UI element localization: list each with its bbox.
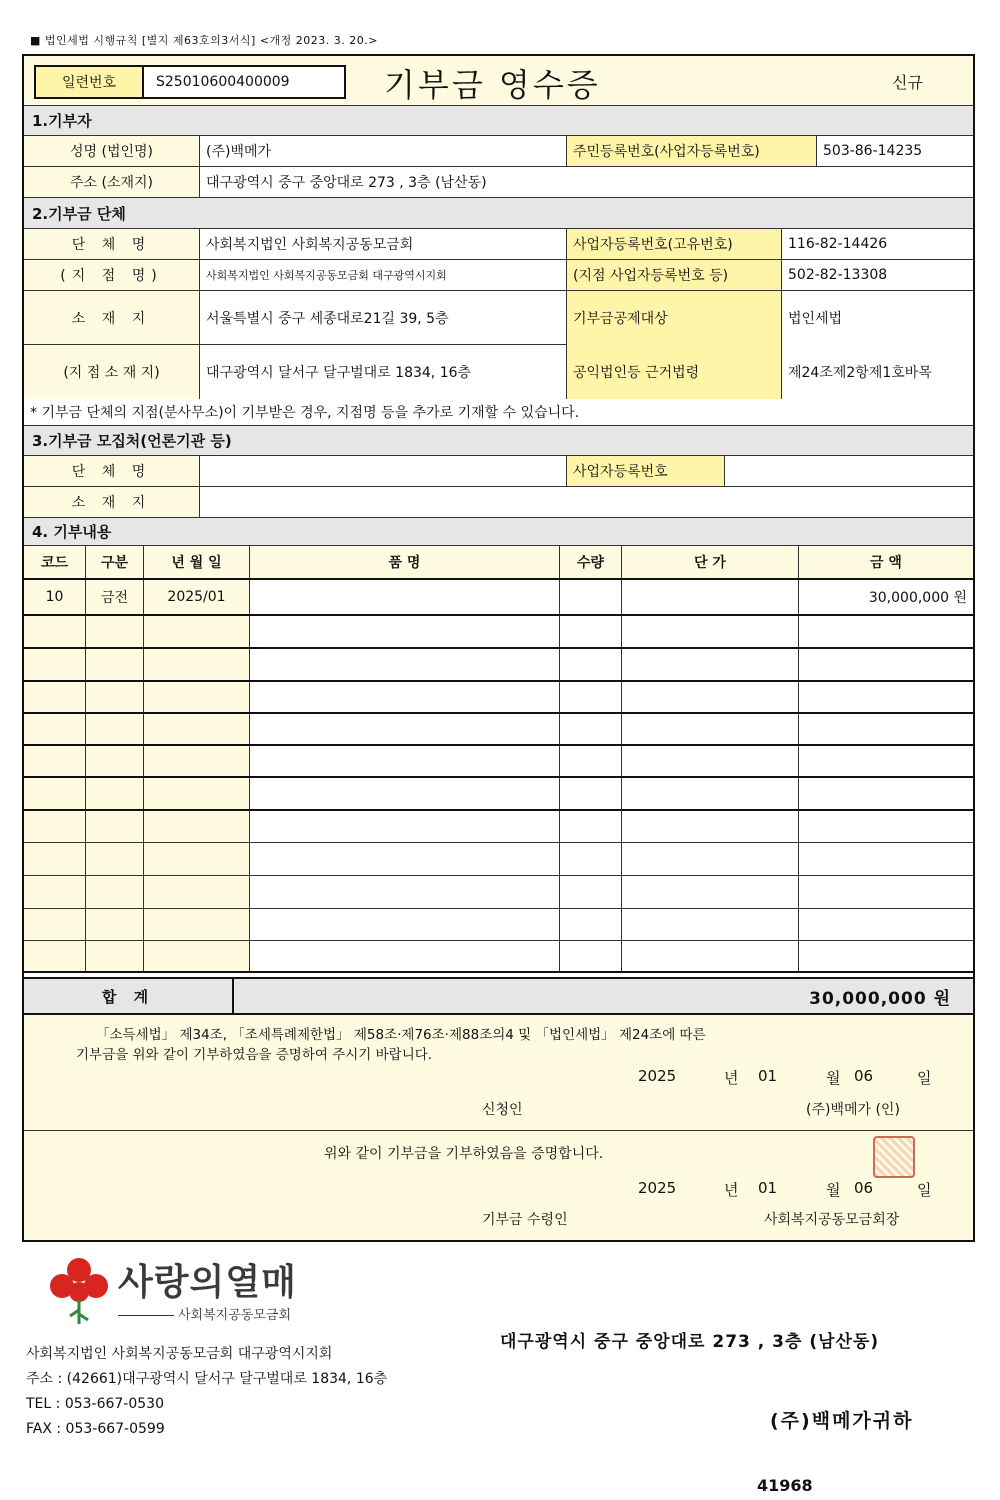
collector-biz-value	[725, 456, 973, 486]
cell-price	[622, 580, 799, 614]
deduction-value: 법인세법	[782, 291, 973, 345]
total-label: 합 계	[24, 979, 234, 1013]
org-location-block	[24, 291, 973, 399]
section-donor-header	[24, 106, 973, 136]
org-biz-label: 사업자등록번호(고유번호)	[567, 229, 782, 259]
cell-amount: 30,000,000 원	[799, 580, 973, 614]
cell-qty	[560, 580, 622, 614]
title-area	[24, 56, 973, 106]
table-row	[24, 778, 973, 811]
table-row	[24, 682, 973, 714]
table-row	[24, 580, 973, 616]
table-row	[24, 909, 973, 941]
recipient-address: 대구광역시 중구 중앙대로 273 , 3층 (남산동)	[500, 1332, 880, 1352]
law-value: 제24조제2항제1호바목	[782, 345, 973, 399]
law-label: 공익법인등 근거법령	[567, 345, 782, 399]
donor-reg-value: 503-86-14235	[817, 136, 973, 166]
statement-request-month: 01	[758, 1067, 778, 1085]
collector-biz-label: 사업자등록번호	[567, 456, 725, 486]
org-name-row	[24, 229, 973, 260]
org-biz-value: 116-82-14426	[782, 229, 973, 259]
section-donation-title: 4. 기부내용	[32, 523, 112, 541]
org-branch-biz-value: 502-82-13308	[782, 260, 973, 290]
table-row	[24, 843, 973, 876]
collector-location-row	[24, 487, 973, 518]
statement-request-year-unit: 년	[724, 1069, 739, 1087]
statement-confirm-day: 06	[854, 1179, 874, 1197]
section-org-title: 2.기부금 단체	[32, 204, 126, 223]
donor-name-value: (주)백메가	[200, 136, 567, 166]
org-branch-location-value: 대구광역시 달서구 달구벌대로 1834, 16층	[200, 345, 567, 399]
footer	[22, 1252, 975, 1495]
zip-code: 41968	[757, 1476, 813, 1495]
col-date: 년 월 일	[144, 546, 250, 578]
logo-line	[118, 1315, 174, 1316]
collector-location-value	[200, 487, 973, 517]
section-donation-header	[24, 518, 973, 546]
org-branch-biz-label: (지점 사업자등록번호 등)	[567, 260, 782, 290]
donor-address-row	[24, 167, 973, 198]
statement-confirm-month: 01	[758, 1179, 778, 1197]
donor-address-value: 대구광역시 중구 중앙대로 273 , 3층 (남산동)	[200, 167, 973, 197]
statement-request-line2: 기부금을 위와 같이 기부하였음을 증명하여 주시기 바랍니다.	[76, 1047, 433, 1063]
org-name-label: 단 체 명	[24, 229, 200, 259]
org-branch-value: 사회복지법인 사회복지공동모금회 대구광역시지회	[200, 260, 567, 290]
page-title: 기부금 영수증	[384, 66, 601, 104]
table-row	[24, 649, 973, 682]
form-note: ■ 법인세법 시행규칙 [별지 제63호의3서식] <개정 2023. 3. 20.>	[30, 34, 378, 47]
receipt-frame	[22, 54, 975, 1242]
org-info	[26, 1342, 387, 1442]
collector-name-label: 단 체 명	[24, 456, 200, 486]
cell-item	[250, 580, 560, 614]
org-note-row	[24, 399, 973, 426]
org-branch-location-label: (지 점 소 재 지)	[24, 345, 200, 399]
org-info-fax: FAX : 053-667-0599	[26, 1421, 165, 1437]
status-badge: 신규	[892, 73, 923, 92]
table-row	[24, 941, 973, 973]
col-type: 구분	[86, 546, 144, 578]
org-branch-label: (지 점 명)	[24, 260, 200, 290]
cell-type: 금전	[86, 580, 144, 614]
applicant-label: 신청인	[482, 1102, 523, 1118]
org-branch-row	[24, 260, 973, 291]
statement-confirm-month-unit: 월	[826, 1181, 841, 1199]
collector-name-row	[24, 456, 973, 487]
total-row	[24, 979, 973, 1015]
statement-confirm-year-unit: 년	[724, 1181, 739, 1199]
org-name-value: 사회복지법인 사회복지공동모금회	[200, 229, 567, 259]
collector-name-value	[200, 456, 567, 486]
statement-confirm-day-unit: 일	[917, 1181, 932, 1199]
serial-value: S25010600400009	[144, 67, 344, 97]
deduction-label: 기부금공제대상	[567, 291, 782, 345]
donor-name-label: 성명 (법인명)	[24, 136, 200, 166]
official-seal-icon	[873, 1136, 915, 1178]
collector-location-label: 소 재 지	[24, 487, 200, 517]
total-value: 30,000,000 원	[809, 988, 951, 1009]
receiver-value: 사회복지공동모금회장	[764, 1212, 900, 1228]
logo-text: 사랑의열매	[118, 1262, 297, 1303]
section-collector-header	[24, 426, 973, 456]
org-info-tel: TEL : 053-667-0530	[26, 1396, 164, 1412]
cell-date: 2025/01	[144, 580, 250, 614]
col-price: 단 가	[622, 546, 799, 578]
logo-subtitle-text: 사회복지공동모금회	[178, 1308, 292, 1323]
love-fruit-logo-icon	[46, 1256, 112, 1328]
statement-request	[24, 1015, 973, 1131]
col-qty: 수량	[560, 546, 622, 578]
cell-code: 10	[24, 580, 86, 614]
table-row	[24, 811, 973, 843]
statement-request-day-unit: 일	[917, 1069, 932, 1087]
statement-confirm	[24, 1131, 973, 1240]
receiver-label: 기부금 수령인	[482, 1212, 568, 1228]
section-donor-title: 1.기부자	[32, 112, 92, 130]
statement-request-day: 06	[854, 1067, 874, 1085]
col-code: 코드	[24, 546, 86, 578]
serial-box	[34, 65, 346, 99]
section-org-header	[24, 198, 973, 229]
donation-columns-row	[24, 546, 973, 580]
statement-confirm-line1: 위와 같이 기부금을 기부하였음을 증명합니다.	[324, 1146, 604, 1162]
col-item: 품 명	[250, 546, 560, 578]
statement-request-line1: 「소득세법」 제34조, 「조세특례제한법」 제58조·제76조·제88조의4 및 「법인세법」 제24조에 따른	[96, 1027, 706, 1043]
serial-label: 일련번호	[36, 67, 144, 97]
org-location-label: 소 재 지	[24, 291, 200, 345]
statement-request-year: 2025	[638, 1067, 677, 1085]
section-collector-title: 3.기부금 모집처(언론기관 등)	[32, 432, 232, 450]
donor-name-row	[24, 136, 973, 167]
table-row	[24, 746, 973, 778]
org-info-name: 사회복지법인 사회복지공동모금회 대구광역시지회	[26, 1346, 333, 1362]
org-note: * 기부금 단체의 지점(분사무소)이 기부받은 경우, 지점명 등을 추가로 기재할 수 있습니다.	[30, 405, 580, 421]
statement-confirm-year: 2025	[638, 1179, 677, 1197]
applicant-value: (주)백메가 (인)	[806, 1102, 900, 1118]
donor-reg-label: 주민등록번호(사업자등록번호)	[567, 136, 817, 166]
logo-subtitle	[118, 1304, 291, 1323]
recipient-name: (주)백메가귀하	[770, 1410, 914, 1432]
table-row	[24, 714, 973, 746]
donor-address-label: 주소 (소재지)	[24, 167, 200, 197]
org-location-value: 서울특별시 중구 세종대로21길 39, 5층	[200, 291, 567, 345]
org-info-address: 주소 : (42661)대구광역시 달서구 달구벌대로 1834, 16층	[26, 1371, 388, 1387]
table-row	[24, 616, 973, 649]
table-row	[24, 876, 973, 909]
statement-request-month-unit: 월	[826, 1069, 841, 1087]
col-amount: 금 액	[870, 555, 902, 571]
